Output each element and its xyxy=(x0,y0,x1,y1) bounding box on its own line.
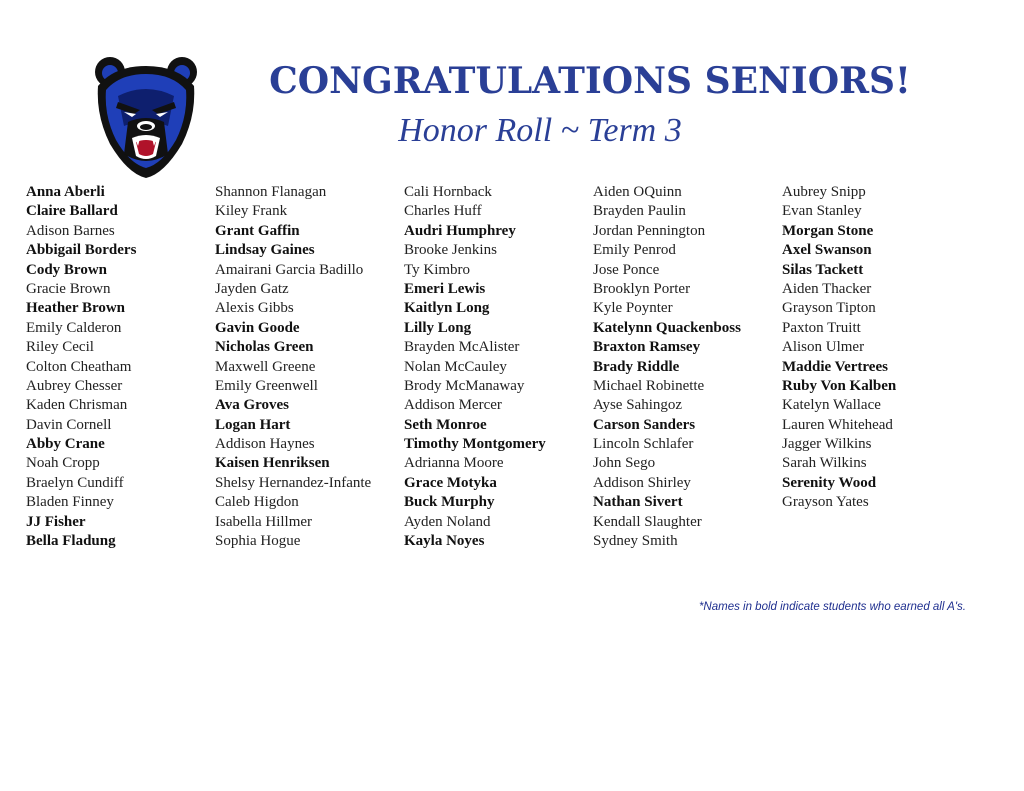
student-name: Bladen Finney xyxy=(26,494,114,511)
student-name: Isabella Hillmer xyxy=(215,513,313,530)
student-name: Brody McManaway xyxy=(404,377,525,394)
bold-names-footnote: *Names in bold indicate students who earned all A's. xyxy=(698,601,966,613)
student-name: Ayden Noland xyxy=(404,513,491,530)
student-name: Paxton Truitt xyxy=(782,319,861,336)
student-name: Gracie Brown xyxy=(26,280,111,297)
student-name: Davin Cornell xyxy=(26,416,112,433)
student-name: Alexis Gibbs xyxy=(215,300,294,317)
student-name: Brayden McAlister xyxy=(404,339,520,356)
student-name: Addison Haynes xyxy=(215,436,315,453)
student-name: Aubrey Snipp xyxy=(782,184,866,200)
student-name: Grayson Tipton xyxy=(782,300,876,317)
student-name: Braelyn Cundiff xyxy=(26,474,124,491)
student-name: Sarah Wilkins xyxy=(782,455,867,472)
student-name: Braxton Ramsey xyxy=(593,339,701,356)
student-name: Emily Penrod xyxy=(593,242,676,259)
student-name: Logan Hart xyxy=(215,416,291,433)
student-name: Grant Gaffin xyxy=(215,222,300,239)
student-name: Jagger Wilkins xyxy=(782,436,872,453)
names-column-3 xyxy=(404,183,546,551)
bear-mascot-icon xyxy=(88,56,204,178)
student-name: Lilly Long xyxy=(404,319,472,336)
student-name: Lauren Whitehead xyxy=(782,416,893,433)
student-name: Sophia Hogue xyxy=(215,533,301,550)
student-name: Cali Hornback xyxy=(404,184,492,200)
student-name: Emily Greenwell xyxy=(215,377,318,394)
student-name: Colton Cheatham xyxy=(26,358,132,375)
student-name: Serenity Wood xyxy=(782,474,877,491)
page-subtitle: Honor Roll ~ Term 3 xyxy=(398,112,682,149)
student-name: Sydney Smith xyxy=(593,533,678,550)
student-name: Kaisen Henriksen xyxy=(215,455,330,472)
student-name: Jayden Gatz xyxy=(215,280,289,297)
student-name: Noah Cropp xyxy=(26,455,100,472)
student-name: Kayla Noyes xyxy=(404,533,485,550)
student-name: Kyle Poynter xyxy=(593,300,673,317)
student-name: Caleb Higdon xyxy=(215,494,299,511)
student-name: Shelsy Hernandez-Infante xyxy=(215,474,372,491)
student-name: Addison Mercer xyxy=(404,397,502,414)
student-name: Brayden Paulin xyxy=(593,203,686,220)
student-name: Evan Stanley xyxy=(782,203,862,220)
student-name: Ayse Sahingoz xyxy=(593,397,683,414)
student-name: Nicholas Green xyxy=(215,339,314,356)
student-name: Aiden Thacker xyxy=(782,280,872,297)
page-title: CONGRATULATIONS SENIORS! xyxy=(269,60,911,102)
student-name: Seth Monroe xyxy=(404,416,487,433)
student-name: Maddie Vertrees xyxy=(782,358,888,375)
student-name: Emeri Lewis xyxy=(404,280,486,297)
student-name: Abby Crane xyxy=(26,436,105,453)
names-column-5 xyxy=(782,183,896,513)
student-name: Timothy Montgomery xyxy=(404,436,546,453)
names-column-2 xyxy=(215,183,371,551)
student-name: Jordan Pennington xyxy=(593,222,706,239)
student-name: Ty Kimbro xyxy=(404,261,471,278)
student-name: Gavin Goode xyxy=(215,319,300,336)
student-name: Kendall Slaughter xyxy=(593,513,702,530)
student-name: Bella Fladung xyxy=(26,533,116,550)
student-name: Morgan Stone xyxy=(782,222,874,239)
student-name: Kaitlyn Long xyxy=(404,300,490,317)
student-name: Adrianna Moore xyxy=(404,455,504,472)
student-name: Ruby Von Kalben xyxy=(782,377,897,394)
student-name: Brooklyn Porter xyxy=(593,280,691,297)
student-name: Carson Sanders xyxy=(593,416,696,433)
names-column-1 xyxy=(26,183,136,551)
student-name: Addison Shirley xyxy=(593,474,691,491)
student-name: Ava Groves xyxy=(215,397,290,414)
student-name: Shannon Flanagan xyxy=(215,184,327,200)
student-name: Amairani Garcia Badillo xyxy=(215,261,364,278)
student-name: Riley Cecil xyxy=(26,339,94,356)
student-name: Charles Huff xyxy=(404,203,482,220)
student-name: Katelynn Quackenboss xyxy=(593,319,741,336)
student-name: Claire Ballard xyxy=(26,203,118,220)
student-name: Alison Ulmer xyxy=(782,339,865,356)
student-name: Abbigail Borders xyxy=(26,242,137,259)
student-name: Grayson Yates xyxy=(782,494,869,511)
student-name: Nolan McCauley xyxy=(404,358,507,375)
student-name: Jose Ponce xyxy=(593,261,660,278)
student-name: Audri Humphrey xyxy=(404,222,516,239)
student-name: Cody Brown xyxy=(26,261,107,278)
student-name: Aiden OQuinn xyxy=(593,184,682,200)
student-name: Brady Riddle xyxy=(593,358,680,375)
student-name: Grace Motyka xyxy=(404,474,497,491)
student-name: Lincoln Schlafer xyxy=(593,436,694,453)
student-name: JJ Fisher xyxy=(26,513,86,530)
student-name: Silas Tackett xyxy=(782,261,864,278)
student-name: Kiley Frank xyxy=(215,203,288,220)
student-name: Buck Murphy xyxy=(404,494,495,511)
student-name: Kaden Chrisman xyxy=(26,397,128,414)
student-name: Katelyn Wallace xyxy=(782,397,881,414)
student-name: John Sego xyxy=(593,455,656,472)
student-name: Maxwell Greene xyxy=(215,358,316,375)
student-name: Nathan Sivert xyxy=(593,494,683,511)
student-name: Adison Barnes xyxy=(26,222,115,239)
student-name: Heather Brown xyxy=(26,300,126,317)
student-name: Lindsay Gaines xyxy=(215,242,315,259)
student-name: Aubrey Chesser xyxy=(26,377,123,394)
student-name: Brooke Jenkins xyxy=(404,242,497,259)
student-name: Emily Calderon xyxy=(26,319,122,336)
student-name: Axel Swanson xyxy=(782,242,872,259)
student-name: Anna Aberli xyxy=(26,184,105,200)
student-name: Michael Robinette xyxy=(593,377,705,394)
names-column-4 xyxy=(593,183,741,551)
